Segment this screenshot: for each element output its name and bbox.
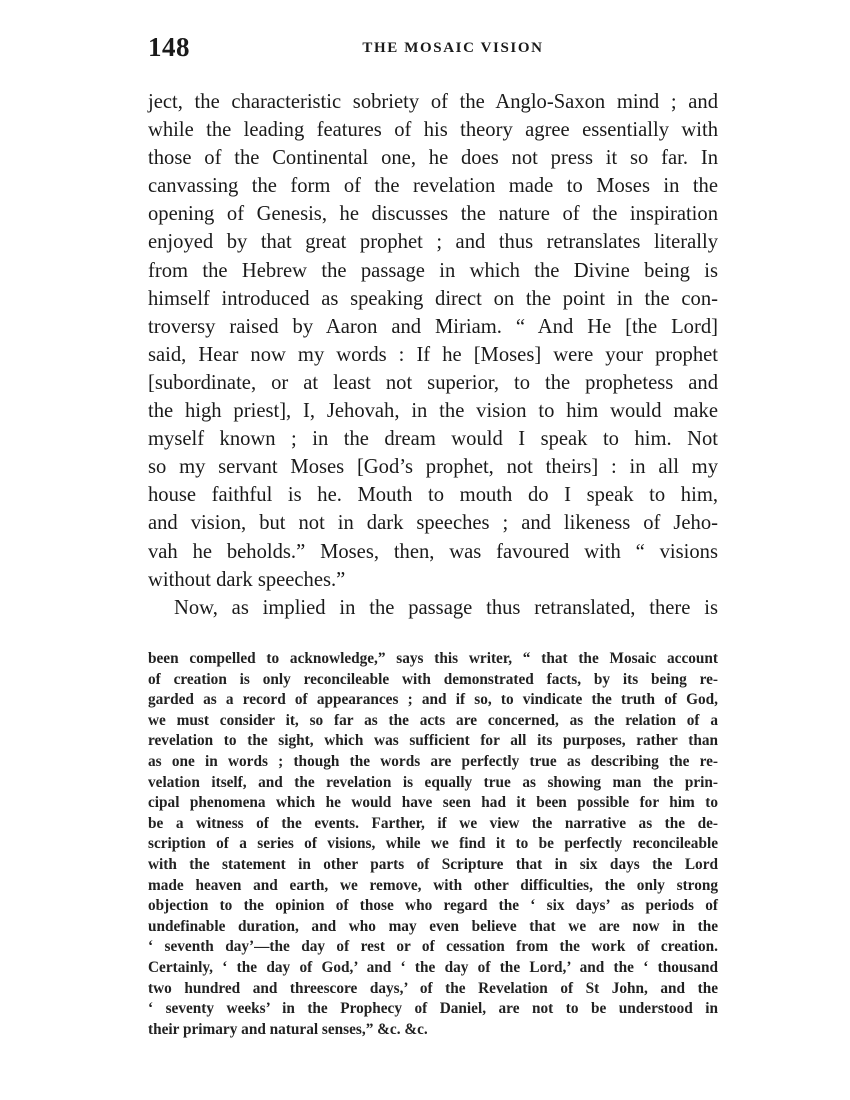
text-line: canvassing the form of the revelation made to Moses in the xyxy=(148,175,718,198)
footnote-line: undefinable duration, and who may even believe that we are now in the xyxy=(148,917,718,935)
text-line: enjoyed by that great prophet ; and thus retranslates literally xyxy=(148,231,718,254)
footnote-line: we must consider it, so far as the acts are concerned, as the relation of a xyxy=(148,711,718,729)
text-line: the high priest], I, Jehovah, in the vision to him would make xyxy=(148,400,718,423)
text-line: vah he beholds.” Moses, then, was favoured with “ visions xyxy=(148,540,718,563)
footnote-line: scription of a series of visions, while we find it to be perfectly reconcileable xyxy=(148,835,718,853)
text-line: said, Hear now my words : If he [Moses] were your prophet xyxy=(148,343,718,366)
footnote-line: ‘ seventy weeks’ in the Prophecy of Daniel, are not to be understood in xyxy=(148,1000,718,1018)
footnote-line: velation itself, and the revelation is equally true as showing man the prin- xyxy=(148,773,718,791)
footnote-line: ‘ seventh day’—the day of rest or of cessation from the work of creation. xyxy=(148,938,718,956)
footnote-block xyxy=(148,649,718,1040)
text-line-indented: Now, as implied in the passage thus retranslated, there is xyxy=(174,596,718,619)
text-line: those of the Continental one, he does not press it so far. In xyxy=(148,147,718,170)
text-line: from the Hebrew the passage in which the Divine being is xyxy=(148,259,718,282)
text-line: myself known ; in the dream would I speak to him. Not xyxy=(148,428,718,451)
text-line: while the leading features of his theory agree essentially with xyxy=(148,119,718,142)
footnote-line: garded as a record of appearances ; and if so, to vindicate the truth of God, xyxy=(148,691,718,709)
text-line: himself introduced as speaking direct on the point in the con- xyxy=(148,287,718,310)
text-line: [subordinate, or at least not superior, to the prophetess and xyxy=(148,371,718,394)
main-text-block xyxy=(148,88,718,622)
footnote-line: as one in words ; though the words are perfectly true as describing the re- xyxy=(148,752,718,770)
text-line: opening of Genesis, he discusses the nature of the inspiration xyxy=(148,203,718,226)
text-line: ject, the characteristic sobriety of the Anglo-Saxon mind ; and xyxy=(148,91,718,113)
text-line: house faithful is he. Mouth to mouth do I speak to him, xyxy=(148,484,718,507)
footnote-line: of creation is only reconcileable with demonstrated facts, by its being re- xyxy=(148,670,718,688)
footnote-line: with the statement in other parts of Scripture that in six days the Lord xyxy=(148,855,718,873)
text-line: without dark speeches.” xyxy=(148,568,346,591)
footnote-line: made heaven and earth, we remove, with other difficulties, the only strong xyxy=(148,876,718,894)
footnote-line: be a witness of the events. Farther, if we view the narrative as the de- xyxy=(148,814,718,832)
text-line: and vision, but not in dark speeches ; and likeness of Jeho- xyxy=(148,512,718,535)
text-line: so my servant Moses [God’s prophet, not theirs] : in all my xyxy=(148,456,718,479)
running-head xyxy=(148,30,718,70)
text-line: troversy raised by Aaron and Miriam. “ And He [the Lord] xyxy=(148,315,718,338)
footnote-line: cipal phenomena which he would have seen had it been possible for him to xyxy=(148,794,718,812)
footnote-line: their primary and natural senses,” &c. &c. xyxy=(148,1020,428,1038)
footnote-line: been compelled to acknowledge,” says this writer, “ that the Mosaic account xyxy=(148,650,718,667)
running-title: THE MOSAIC VISION xyxy=(362,40,544,56)
footnote-line: revelation to the sight, which was sufficient for all its purposes, rather than xyxy=(148,732,718,750)
page-number: 148 xyxy=(148,32,190,62)
footnote-line: Certainly, ‘ the day of God,’ and ‘ the day of the Lord,’ and the ‘ thousand xyxy=(148,958,718,976)
footnote-line: objection to the opinion of those who regard the ‘ six days’ as periods of xyxy=(148,897,718,915)
footnote-line: two hundred and threescore days,’ of the Revelation of St John, and the xyxy=(148,979,718,997)
